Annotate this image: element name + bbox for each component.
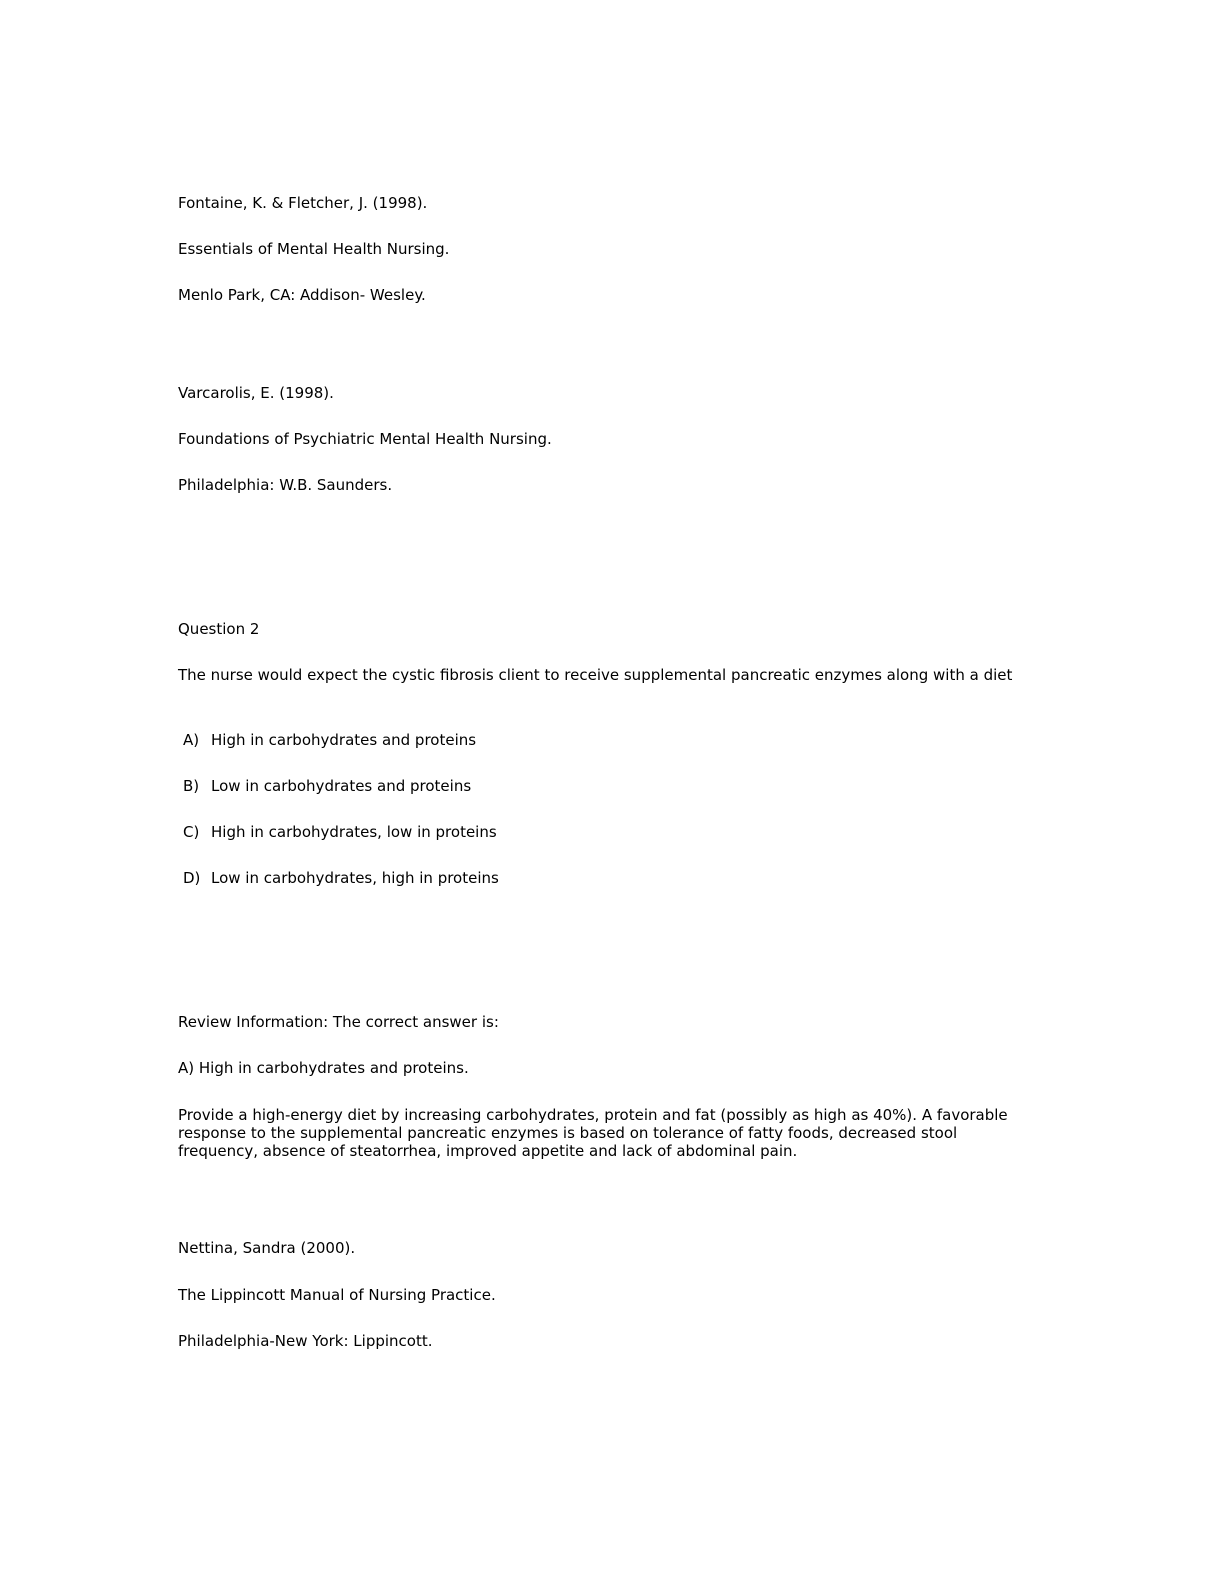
answer-option-c bbox=[183, 823, 497, 841]
reference-citation-fontaine: Fontaine, K. & Fletcher, J. (1998). bbox=[178, 194, 428, 212]
option-letter: C) bbox=[183, 823, 200, 841]
option-letter: B) bbox=[183, 777, 200, 795]
reference-citation-nettina: Nettina, Sandra (2000). bbox=[178, 1239, 356, 1257]
reference-publisher-lippincott: Philadelphia-New York: Lippincott. bbox=[178, 1332, 433, 1350]
option-text: High in carbohydrates, low in proteins bbox=[211, 823, 497, 841]
reference-title-foundations: Foundations of Psychiatric Mental Health Nursing. bbox=[178, 430, 552, 448]
reference-title-essentials: Essentials of Mental Health Nursing. bbox=[178, 240, 450, 258]
option-text: Low in carbohydrates, high in proteins bbox=[211, 869, 499, 887]
reference-publisher-addison-wesley: Menlo Park, CA: Addison- Wesley. bbox=[178, 286, 426, 304]
answer-option-b bbox=[183, 777, 471, 795]
review-intro: Review Information: The correct answer is: bbox=[178, 1013, 499, 1031]
answer-option-d bbox=[183, 869, 499, 887]
option-text: Low in carbohydrates and proteins bbox=[211, 777, 472, 795]
option-letter: A) bbox=[183, 731, 200, 749]
question-heading: Question 2 bbox=[178, 620, 260, 638]
option-text: High in carbohydrates and proteins bbox=[211, 731, 477, 749]
correct-answer: A) High in carbohydrates and proteins. bbox=[178, 1059, 469, 1077]
option-letter: D) bbox=[183, 869, 201, 887]
review-explanation: Provide a high-energy diet by increasing carbohydrates, protein and fat (possibly as high as 40%). A favorable response to the supplemental pancreatic enzymes is based on tolerance of fatty foods, decreased stool frequency, absence of steatorrhea, improved appetite and lack of abdominal pain. bbox=[178, 1106, 1008, 1160]
question-stem: The nurse would expect the cystic fibrosis client to receive supplemental pancreatic enzymes along with a diet bbox=[178, 666, 1013, 684]
answer-option-a bbox=[183, 731, 476, 749]
reference-publisher-saunders: Philadelphia: W.B. Saunders. bbox=[178, 476, 393, 494]
reference-title-lippincott-manual: The Lippincott Manual of Nursing Practice. bbox=[178, 1286, 496, 1304]
reference-citation-varcarolis: Varcarolis, E. (1998). bbox=[178, 384, 334, 402]
